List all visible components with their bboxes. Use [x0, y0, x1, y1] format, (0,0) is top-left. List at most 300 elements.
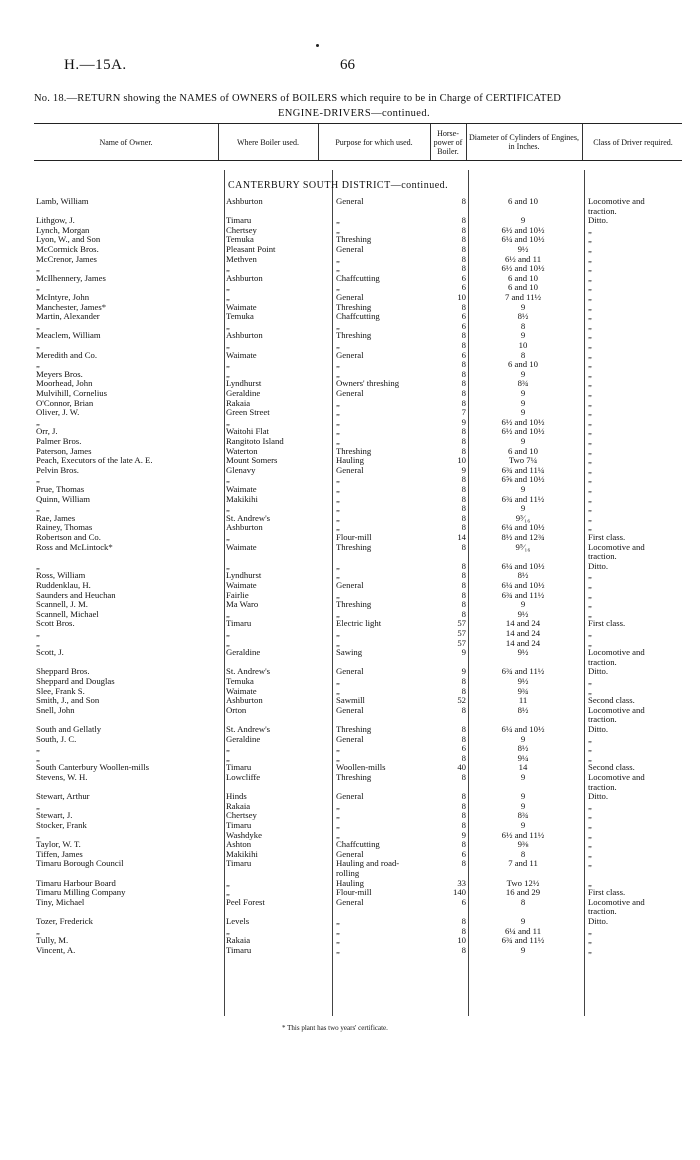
column-header-horse-power: Horse-power of Boiler. — [433, 128, 463, 156]
boiler-location: Mount Somers — [226, 455, 278, 466]
owner-name: „ — [36, 560, 40, 571]
table-row — [0, 772, 700, 782]
table-row — [0, 849, 700, 859]
cylinder-diameter: 6¼ and 11 — [504, 925, 542, 936]
table-row — [0, 926, 700, 936]
driver-class: „ — [588, 608, 592, 619]
boiler-purpose: Electric light — [336, 618, 382, 629]
district-heading — [228, 180, 448, 191]
owner-name: Taylor, W. T. — [36, 839, 81, 850]
table-row — [0, 494, 700, 504]
boiler-purpose: „ — [336, 320, 340, 331]
cylinder-diameter: 8½ — [517, 743, 529, 754]
owner-name: „ — [36, 263, 40, 274]
boiler-location: „ — [226, 320, 230, 331]
boiler-location: Timaru — [226, 858, 252, 869]
boiler-purpose: Threshing — [336, 772, 372, 782]
owner-name: Scott Bros. — [36, 618, 75, 629]
table-row — [0, 561, 700, 571]
driver-class: „ — [588, 848, 592, 859]
boiler-purpose: General — [336, 464, 364, 475]
boiler-purpose: Hauling and road- — [336, 858, 400, 869]
horse-power: 8 — [461, 810, 466, 821]
boiler-location: „ — [226, 743, 230, 754]
boiler-location: Washdyke — [226, 829, 262, 840]
cylinder-diameter: 16 and 29 — [505, 887, 541, 898]
table-row — [0, 858, 700, 868]
owner-name: McIntyre, John — [36, 292, 90, 302]
table-row — [0, 206, 700, 216]
horse-power: 8 — [461, 608, 466, 619]
table-row — [0, 254, 700, 264]
driver-class: Ditto. — [588, 666, 609, 677]
cylinder-diameter: 9 — [520, 820, 526, 830]
owner-name: Lamb, William — [36, 196, 89, 206]
table-row — [0, 532, 700, 542]
header-divider — [430, 124, 431, 160]
cylinder-diameter: 8¾ — [517, 378, 529, 389]
table-row — [0, 906, 700, 916]
horse-power: 8 — [461, 368, 466, 379]
cylinder-diameter: 9 — [520, 916, 526, 926]
cylinder-diameter: 7 and 11 — [508, 858, 538, 869]
boiler-purpose: „ — [336, 224, 340, 235]
owner-name: Timaru Milling Company — [36, 887, 126, 898]
driver-class: „ — [588, 474, 592, 485]
boiler-location: Rangitoto Island — [226, 436, 284, 446]
boiler-purpose: „ — [336, 628, 340, 638]
driver-class: „ — [588, 455, 592, 466]
boiler-location: Glenavy — [226, 464, 256, 475]
driver-class: „ — [588, 263, 592, 274]
owner-name: Tully, M. — [36, 935, 69, 946]
driver-class: „ — [588, 810, 592, 821]
horse-power: 8 — [461, 359, 466, 370]
table-row — [0, 590, 700, 600]
driver-class: „ — [588, 512, 592, 523]
boiler-location: Timaru — [226, 820, 252, 830]
table-row — [0, 599, 700, 609]
boiler-purpose: „ — [336, 752, 340, 763]
horse-power: 8 — [461, 944, 466, 955]
horse-power: 8 — [461, 858, 466, 869]
table-row — [0, 330, 700, 340]
horse-power: 8 — [461, 599, 466, 610]
cylinder-diameter: 9¼ — [517, 752, 529, 763]
cylinder-diameter: 9 — [520, 330, 526, 341]
boiler-location: „ — [226, 877, 230, 888]
cylinder-diameter: 6¾ and 11¼ — [501, 464, 545, 475]
cylinder-diameter: 8½ — [517, 704, 529, 715]
boiler-purpose: Sawing — [336, 647, 363, 658]
boiler-location: Ashburton — [226, 330, 263, 341]
owner-name: Scannell, Michael — [36, 608, 99, 619]
boiler-purpose: Chaffcutting — [336, 839, 380, 850]
boiler-purpose: „ — [336, 474, 340, 485]
boiler-purpose: General — [336, 388, 364, 398]
driver-class: Locomotive and — [588, 704, 645, 715]
boiler-location: Temuka — [226, 676, 254, 686]
horse-power: 8 — [461, 925, 466, 936]
cylinder-diameter: 6¾ and 11½ — [501, 493, 545, 504]
owner-name: „ — [36, 752, 40, 763]
owner-name: O'Connor, Brian — [36, 397, 94, 408]
table-row — [0, 801, 700, 811]
boiler-purpose: „ — [336, 570, 340, 581]
owner-name: Lithgow, J. — [36, 215, 75, 226]
horse-power: 8 — [461, 800, 466, 811]
owner-name: „ — [36, 320, 40, 331]
cylinder-diameter: 9 — [520, 215, 526, 226]
owner-name: Robertson and Co. — [36, 532, 101, 542]
boiler-location: St. Andrew's — [226, 724, 271, 734]
boiler-location: Waimate — [226, 580, 257, 590]
cylinder-diameter: 6 and 10 — [508, 272, 538, 283]
boiler-purpose: „ — [336, 340, 340, 350]
driver-class: „ — [588, 503, 592, 514]
cylinder-diameter: 6 and 10 — [508, 282, 538, 293]
owner-name: Tiffen, James — [36, 848, 83, 859]
table-title-continued: ENGINE-DRIVERS—continued. — [277, 108, 431, 119]
cylinder-diameter: 9 — [520, 772, 526, 782]
boiler-purpose: Threshing — [336, 445, 372, 456]
cylinder-diameter: 9 — [520, 944, 526, 955]
header-divider — [318, 124, 319, 160]
horse-power: 6 — [461, 311, 466, 322]
cylinder-diameter: 9½ — [517, 244, 529, 254]
owner-name: McCormick Bros. — [36, 244, 99, 254]
driver-class: „ — [588, 589, 592, 600]
boiler-location: Lyndhurst — [226, 378, 262, 389]
cylinder-diameter: 9¾ — [517, 685, 529, 696]
horse-power: 8 — [461, 340, 466, 350]
cylinder-diameter: 11 — [518, 695, 528, 706]
driver-class: „ — [588, 637, 592, 648]
table-row — [0, 378, 700, 388]
horse-power: 8 — [461, 301, 466, 312]
cylinder-diameter: 14 and 24 — [505, 628, 541, 638]
horse-power: 9 — [461, 647, 466, 658]
boiler-location: Waimate — [226, 484, 257, 494]
cylinder-diameter: 6½ and 10½ — [501, 263, 545, 274]
boiler-purpose: Threshing — [336, 541, 372, 552]
horse-power: 8 — [461, 752, 466, 763]
table-row — [0, 570, 700, 580]
page-mark — [316, 44, 319, 47]
table-row — [0, 762, 700, 772]
driver-class: „ — [588, 752, 592, 763]
table-row — [0, 503, 700, 513]
driver-class: Locomotive and — [588, 896, 645, 907]
driver-class: traction. — [588, 906, 617, 917]
table-row — [0, 474, 700, 484]
owner-name: Meredith and Co. — [36, 349, 98, 360]
horse-power: 9 — [461, 416, 466, 427]
driver-class: „ — [588, 340, 592, 350]
driver-class: „ — [588, 349, 592, 360]
table-row — [0, 638, 700, 648]
driver-class: „ — [588, 253, 592, 264]
owner-name: Oliver, J. W. — [36, 407, 80, 418]
driver-class: „ — [588, 570, 592, 581]
cylinder-diameter: 6½ and 10½ — [501, 416, 545, 427]
owner-name: Quinn, William — [36, 493, 91, 504]
cylinder-diameter: 10 — [518, 340, 528, 350]
horse-power: 6 — [461, 743, 466, 754]
owner-name: „ — [36, 282, 40, 293]
driver-class: traction. — [588, 714, 617, 725]
driver-class: „ — [588, 407, 592, 418]
driver-class: „ — [588, 292, 592, 302]
boiler-location: Rakaia — [226, 800, 251, 811]
table-row — [0, 426, 700, 436]
owner-name: „ — [36, 743, 40, 754]
boiler-purpose: Threshing — [336, 301, 372, 312]
owner-name: Tozer, Frederick — [36, 916, 93, 926]
boiler-purpose: „ — [336, 522, 340, 533]
boiler-purpose: „ — [336, 800, 340, 811]
cylinder-diameter: 9 — [520, 301, 526, 312]
owner-name: Lynch, Morgan — [36, 224, 90, 235]
cylinder-diameter: 6⅝ and 10½ — [501, 474, 545, 485]
cylinder-diameter: 8 — [520, 349, 526, 360]
cylinder-diameter: 7 and 11½ — [504, 292, 542, 302]
boiler-purpose: „ — [336, 263, 340, 274]
horse-power: 6 — [461, 282, 466, 293]
driver-class: „ — [588, 282, 592, 293]
owner-name: Stevens, W. H. — [36, 772, 88, 782]
boiler-purpose: Flour-mill — [336, 887, 372, 898]
owner-name: Mulvihill, Cornelius — [36, 388, 107, 398]
horse-power: 7 — [461, 407, 466, 418]
district-heading-text: CANTERBURY SOUTH DISTRICT—continued. — [228, 180, 449, 191]
footnote: * This plant has two years' certificate. — [282, 1024, 388, 1032]
boiler-location: Rakaia — [226, 935, 251, 946]
table-row — [0, 446, 700, 456]
cylinder-diameter: 9⅜ — [517, 839, 529, 850]
boiler-purpose: „ — [336, 685, 340, 696]
driver-class: „ — [588, 272, 592, 283]
horse-power: 8 — [461, 378, 466, 389]
boiler-purpose: „ — [336, 282, 340, 293]
owner-name: Stewart, J. — [36, 810, 73, 821]
horse-power: 9 — [461, 829, 466, 840]
table-row — [0, 724, 700, 734]
boiler-purpose: „ — [336, 493, 340, 504]
boiler-purpose: „ — [336, 397, 340, 408]
column-header-class: Class of Driver required. — [593, 137, 673, 147]
table-row — [0, 714, 700, 724]
boiler-location: Geraldine — [226, 388, 261, 398]
table-row — [0, 887, 700, 897]
table-row — [0, 311, 700, 321]
driver-class: „ — [588, 733, 592, 744]
driver-class: „ — [588, 935, 592, 946]
boiler-purpose: General — [336, 733, 364, 744]
boiler-purpose: „ — [336, 503, 340, 514]
boiler-location: Geraldine — [226, 733, 261, 744]
cylinder-diameter: 14 and 24 — [505, 637, 541, 648]
boiler-location: „ — [226, 637, 230, 648]
owner-name: „ — [36, 628, 40, 638]
horse-power: 8 — [461, 445, 466, 456]
boiler-location: Ashburton — [226, 695, 263, 706]
boiler-purpose: „ — [336, 560, 340, 571]
boiler-purpose: General — [336, 580, 364, 590]
horse-power: 57 — [457, 618, 466, 629]
owner-name: Prue, Thomas — [36, 484, 85, 494]
table-row — [0, 436, 700, 446]
driver-class: „ — [588, 436, 592, 446]
report-code: H.—15A. — [64, 57, 127, 73]
table-row — [0, 407, 700, 417]
owner-name: Timaru Borough Council — [36, 858, 124, 869]
horse-power: 8 — [461, 263, 466, 274]
boiler-location: Ashburton — [226, 196, 263, 206]
horse-power: 14 — [457, 532, 466, 542]
table-row — [0, 302, 700, 312]
boiler-purpose: „ — [336, 359, 340, 370]
owner-name: „ — [36, 800, 40, 811]
boiler-location: Green Street — [226, 407, 270, 418]
horse-power: 8 — [461, 589, 466, 600]
driver-class: „ — [588, 224, 592, 235]
boiler-location: „ — [226, 292, 230, 302]
boiler-location: Makikihi — [226, 848, 258, 859]
horse-power: 8 — [461, 215, 466, 226]
table-row — [0, 234, 700, 244]
boiler-purpose: „ — [336, 426, 340, 437]
boiler-purpose: Sawmill — [336, 695, 365, 706]
owner-name: South, J. C. — [36, 733, 77, 744]
owner-name: Stewart, Arthur — [36, 791, 90, 802]
owner-name: „ — [36, 474, 40, 485]
column-header-purpose: Purpose for which used. — [335, 137, 413, 147]
horse-power: 8 — [461, 676, 466, 686]
owner-name: Vincent, A. — [36, 944, 76, 955]
boiler-location: Waitohi Flat — [226, 426, 269, 437]
driver-class: „ — [588, 628, 592, 638]
driver-class: „ — [588, 320, 592, 331]
cylinder-diameter: 14 and 24 — [505, 618, 541, 629]
boiler-location: Waterton — [226, 445, 258, 456]
boiler-location: „ — [226, 368, 230, 379]
boiler-location: Pleasant Point — [226, 244, 276, 254]
owner-name: South and Gellatly — [36, 724, 102, 734]
owner-name: Manchester, James* — [36, 301, 107, 312]
owner-name: Rae, James — [36, 512, 76, 523]
boiler-location: St. Andrew's — [226, 666, 271, 677]
driver-class: „ — [588, 378, 592, 389]
table-row — [0, 705, 700, 715]
table-row — [0, 398, 700, 408]
owner-name: Sheppard Bros. — [36, 666, 90, 677]
driver-class: „ — [588, 244, 592, 254]
boiler-purpose: „ — [336, 416, 340, 427]
table-row — [0, 359, 700, 369]
boiler-purpose: Flour-mill — [336, 532, 372, 542]
table-row — [0, 830, 700, 840]
horse-power: 40 — [457, 762, 466, 773]
cylinder-diameter: 8 — [520, 320, 526, 331]
boiler-location: Temuka — [226, 311, 254, 322]
table-row — [0, 916, 700, 926]
cylinder-diameter: 9 — [520, 436, 526, 446]
cylinder-diameter: 8¾ — [517, 810, 529, 821]
column-header-where: Where Boiler used. — [237, 137, 299, 147]
table-row — [0, 455, 700, 465]
cylinder-diameter: 6½ and 11½ — [501, 829, 545, 840]
horse-power: 8 — [461, 388, 466, 398]
table-row — [0, 810, 700, 820]
driver-class: „ — [588, 676, 592, 686]
owner-name: Scott, J. — [36, 647, 64, 658]
owner-name: McIlhennery, James — [36, 272, 106, 283]
cylinder-diameter: Two 7¼ — [508, 455, 538, 466]
horse-power: 52 — [457, 695, 466, 706]
horse-power: 6 — [461, 848, 466, 859]
boiler-location: „ — [226, 925, 230, 936]
horse-power: 8 — [461, 503, 466, 514]
boiler-location: Chertsey — [226, 810, 257, 821]
owner-name: Slee, Frank S. — [36, 685, 85, 696]
horse-power: 8 — [461, 436, 466, 446]
boiler-location: „ — [226, 282, 230, 293]
horse-power: 8 — [461, 234, 466, 245]
driver-class: „ — [588, 311, 592, 322]
boiler-purpose: General — [336, 292, 364, 302]
cylinder-diameter: 6½ and 11 — [504, 253, 542, 264]
driver-class: Locomotive and — [588, 772, 645, 782]
boiler-location: „ — [226, 752, 230, 763]
table-row — [0, 196, 700, 206]
boiler-location: Chertsey — [226, 224, 257, 235]
boiler-purpose: Threshing — [336, 599, 372, 610]
horse-power: 57 — [457, 628, 466, 638]
driver-class: Ditto. — [588, 560, 609, 571]
horse-power: 57 — [457, 637, 466, 648]
cylinder-diameter: 6¼ and 10½ — [501, 724, 545, 734]
boiler-location: „ — [226, 560, 230, 571]
horse-power: 8 — [461, 224, 466, 235]
driver-class: „ — [588, 877, 592, 888]
cylinder-diameter: 9½ — [517, 676, 529, 686]
table-row — [0, 897, 700, 907]
boiler-purpose: „ — [336, 743, 340, 754]
boiler-purpose: rolling — [336, 868, 360, 878]
boiler-location: Methven — [226, 253, 257, 264]
boiler-location: Ma Waro — [226, 599, 259, 610]
driver-class: „ — [588, 359, 592, 370]
boiler-location: Waimate — [226, 349, 257, 360]
cylinder-diameter: 9½ — [517, 647, 529, 658]
owner-name: Lyon, W., and Son — [36, 234, 101, 245]
horse-power: 8 — [461, 772, 466, 782]
boiler-purpose: „ — [336, 253, 340, 264]
cylinder-diameter: 9 — [520, 599, 526, 610]
horse-power: 8 — [461, 820, 466, 830]
owner-name: Meaclem, William — [36, 330, 101, 341]
horse-power: 8 — [461, 244, 466, 254]
boiler-purpose: „ — [336, 637, 340, 648]
cylinder-diameter: 6¼ and 10½ — [501, 522, 545, 533]
boiler-purpose: Threshing — [336, 330, 372, 341]
boiler-purpose: „ — [336, 215, 340, 226]
cylinder-diameter: 6½ and 10½ — [501, 426, 545, 437]
owner-name: South Canterbury Woollen-mills — [36, 762, 150, 773]
boiler-purpose: „ — [336, 608, 340, 619]
cylinder-diameter: 6½ and 10½ — [501, 224, 545, 235]
